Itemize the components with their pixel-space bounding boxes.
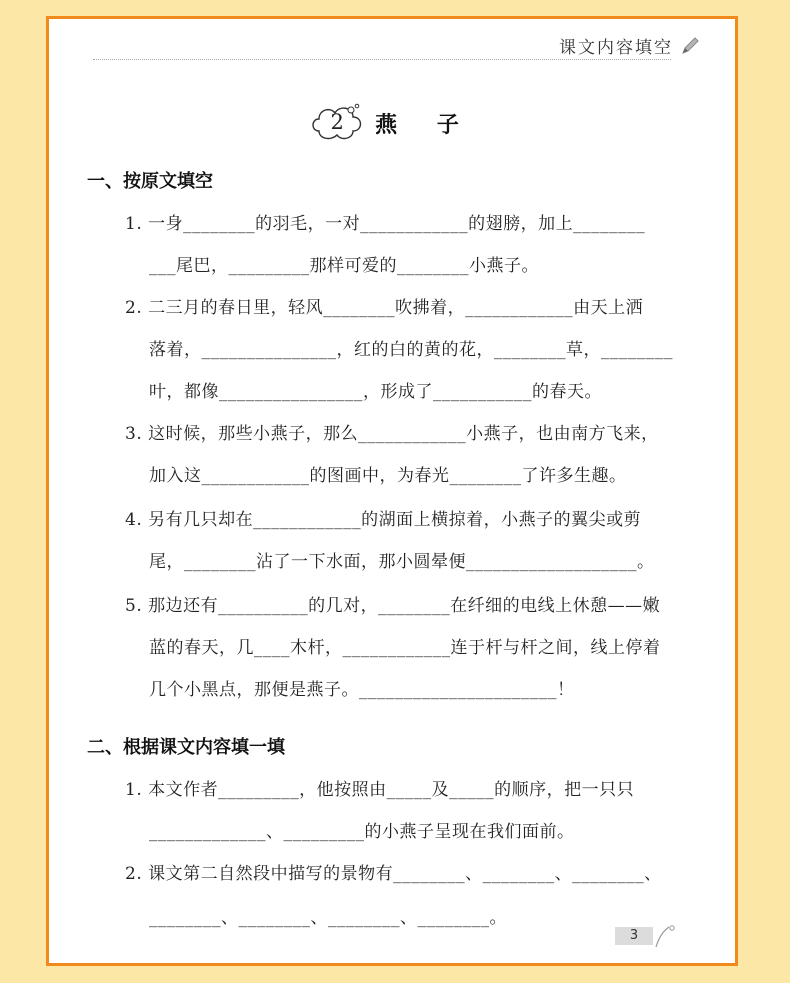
fill-line: 几个小黑点，那便是燕子。______________________！ [149, 680, 575, 700]
pencil-icon [679, 35, 701, 57]
header-divider [93, 59, 671, 60]
fill-line: 5. 那边还有__________的几对，________在纤细的电线上休憩——嫩 [125, 596, 661, 616]
header [559, 33, 701, 58]
fill-line: 2. 二三月的春日里，轻风________吹拂着，____________由天上洒 [125, 298, 644, 318]
fill-line: ________、________、________、________。 [149, 908, 507, 928]
fill-line: 2. 课文第二自然段中描写的景物有________、________、________、 [125, 864, 662, 884]
quill-icon [653, 923, 677, 949]
lesson-title [49, 101, 735, 145]
footer [615, 923, 677, 949]
section1-heading: 一、按原文填空 [87, 171, 213, 192]
fill-line: 4. 另有几只却在____________的湖面上横掠着，小燕子的翼尖或剪 [125, 510, 642, 530]
fill-line: ___尾巴，_________那样可爱的________小燕子。 [149, 256, 539, 276]
fill-line: 3. 这时候，那些小燕子，那么____________小燕子，也由南方飞来， [125, 424, 659, 444]
lesson-number-badge [309, 101, 365, 145]
fill-line: 叶，都像________________，形成了___________的春天。 [149, 382, 602, 402]
fill-line: 落着，_______________，红的白的黄的花，________草，________ [149, 340, 673, 360]
fill-line: 1. 本文作者_________，他按照由_____及_____的顺序，把一只只 [125, 780, 635, 800]
header-title: 课文内容填空 [559, 38, 673, 58]
fill-line: 蓝的春天，几____木杆，____________连于杆与杆之间，线上停着 [149, 638, 661, 658]
page-number: 3 [615, 927, 653, 945]
fill-line: 加入这____________的图画中，为春光________了许多生趣。 [149, 466, 627, 486]
lesson-number: 2 [330, 110, 344, 134]
fill-line: _____________、_________的小燕子呈现在我们面前。 [149, 822, 575, 842]
section2-heading: 二、根据课文内容填一填 [87, 737, 285, 758]
fill-line: 1. 一身________的羽毛，一对____________的翅膀，加上________ [125, 214, 646, 234]
fill-line: 尾，________沾了一下水面，那小圆晕便___________________。 [149, 552, 655, 572]
workbook-page [46, 16, 738, 966]
lesson-title-text: 燕 子 [375, 111, 475, 138]
